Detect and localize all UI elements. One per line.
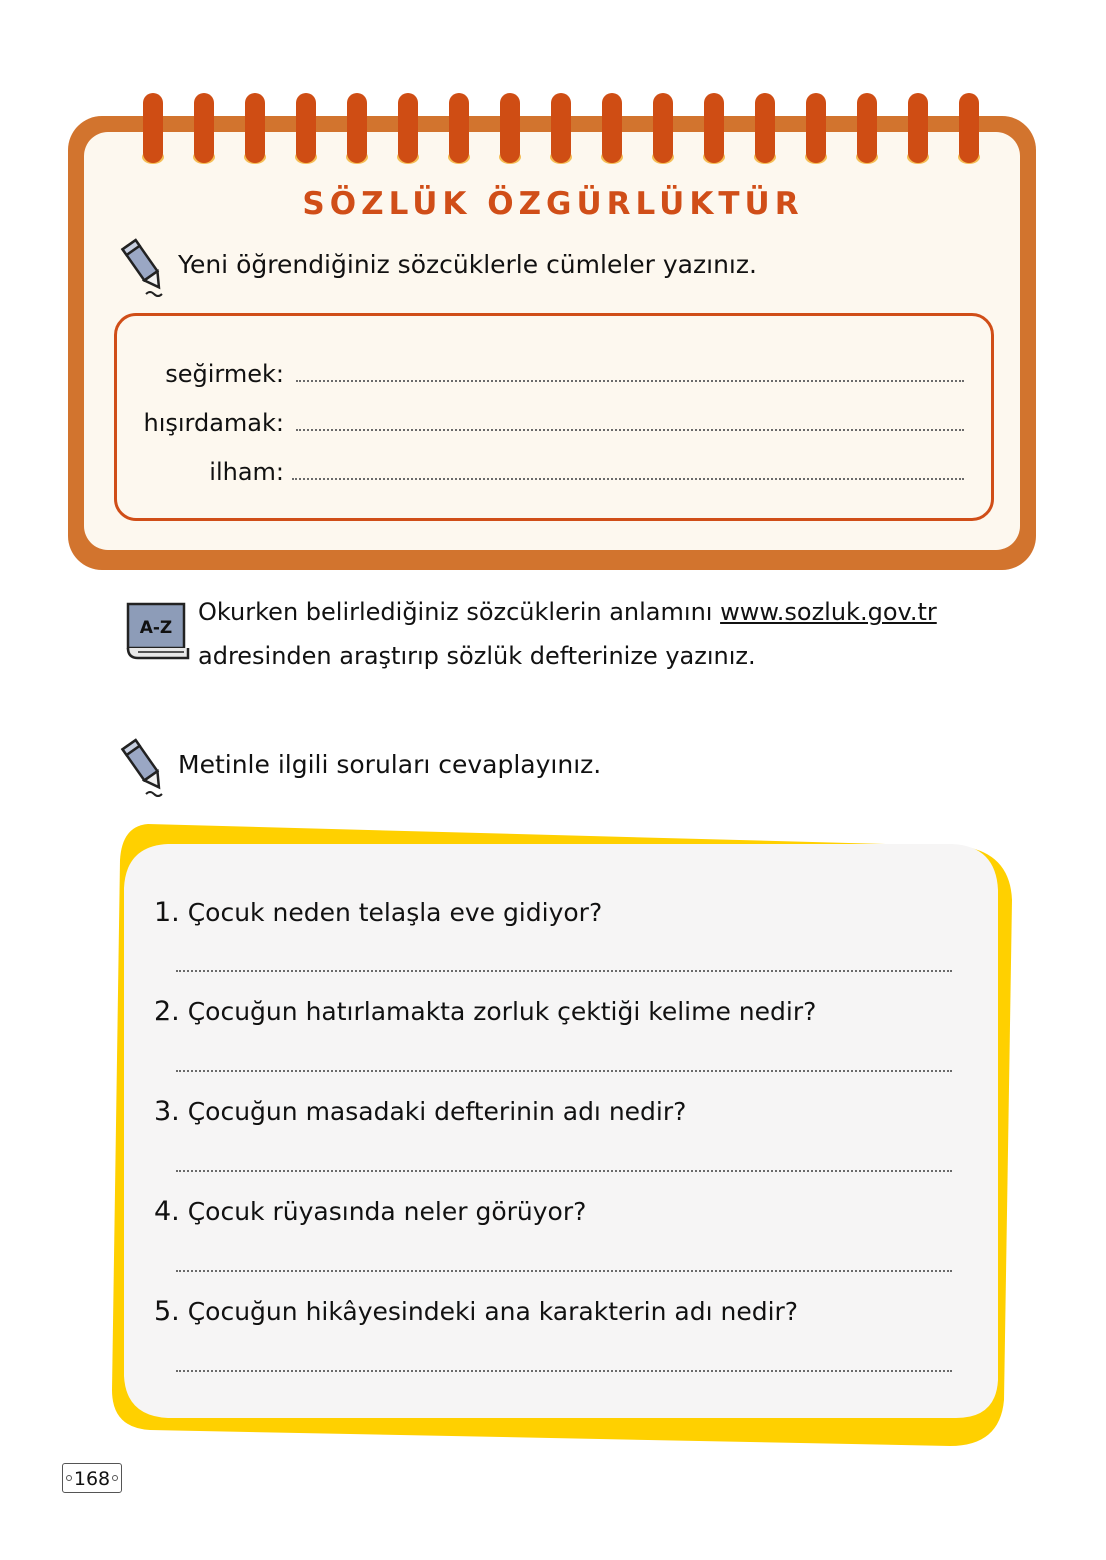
page-number-badge xyxy=(62,1463,122,1493)
question-number: 3. xyxy=(154,1096,180,1127)
instruction-questions: Metinle ilgili soruları cevaplayınız. xyxy=(178,750,602,779)
question-number: 2. xyxy=(154,996,180,1027)
question-text: Çocuk neden telaşla eve gidiyor? xyxy=(187,898,603,927)
answer-line-2[interactable] xyxy=(176,1070,952,1072)
dictionary-instruction-line2: adresinden araştırıp sözlük defterinize yazınız. xyxy=(198,642,756,670)
dictionary-link[interactable]: www.sozluk.gov.tr xyxy=(720,598,937,626)
question-3 xyxy=(154,1096,686,1127)
word-label-segirmek: seğirmek: xyxy=(165,360,284,388)
question-text: Çocuğun hikâyesindeki ana karakterin adı nedir? xyxy=(187,1297,799,1326)
dictionary-text: Okurken belirlediğiniz sözcüklerin anlamını xyxy=(198,598,721,626)
question-5 xyxy=(154,1296,798,1327)
answer-line-1[interactable] xyxy=(176,970,952,972)
question-2 xyxy=(154,996,816,1027)
instruction-vocabulary: Yeni öğrendiğiniz sözcüklerle cümleler yazınız. xyxy=(178,250,757,279)
question-number: 5. xyxy=(154,1296,180,1327)
decor-dot xyxy=(66,1475,72,1481)
decor-dot xyxy=(112,1475,118,1481)
question-number: 4. xyxy=(154,1196,180,1227)
dictionary-icon-label: A-Z xyxy=(139,618,173,638)
word-label-ilham: ilham: xyxy=(209,458,284,486)
answer-line-5[interactable] xyxy=(176,1370,952,1372)
section-title: SÖZLÜK ÖZGÜRLÜKTÜR xyxy=(302,186,804,222)
question-text: Çocuğun hatırlamakta zorluk çektiği kelime nedir? xyxy=(187,997,817,1026)
page-number: 168 xyxy=(73,1468,111,1490)
word-label-hisirdamak: hışırdamak: xyxy=(143,409,284,437)
question-text: Çocuğun masadaki defterinin adı nedir? xyxy=(187,1097,687,1126)
question-text: Çocuk rüyasında neler görüyor? xyxy=(187,1197,587,1226)
answer-line-3[interactable] xyxy=(176,1170,952,1172)
answer-line-4[interactable] xyxy=(176,1270,952,1272)
question-number: 1. xyxy=(154,897,180,928)
question-1 xyxy=(154,897,602,928)
question-4 xyxy=(154,1196,586,1227)
